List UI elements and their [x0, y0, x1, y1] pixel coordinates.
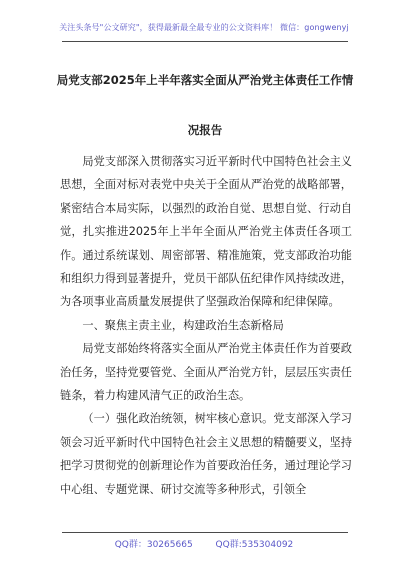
- header-notice: 关注头条号"公文研究"，获得最新最全最专业的公文资料库！ 微信：gongwenyj: [59, 23, 349, 32]
- document-title-line-2: 况报告: [187, 123, 223, 137]
- footer-qq-group-2: QQ群:535304092: [215, 540, 294, 550]
- header-divider: [62, 41, 348, 42]
- document-title-line-1: 局党支部2025年上半年落实全面从严治党主体责任工作情: [56, 73, 354, 87]
- paragraph-section-1: 局党支部始终将落实全面从严治党主体责任作为首要政治任务，坚持党要管党、全面从严治党方针，层层压实责任链条，着力构建风清气正的政治生态。: [60, 342, 352, 403]
- document-body: [60, 150, 352, 501]
- paragraph-intro: 局党支部深入贯彻落实习近平新时代中国特色社会主义思想，全面对标对表党中央关于全面从严治党的战略部署，紧密结合本局实际，以强烈的政治自觉、思想自觉、行动自觉，扎实推进2025年上半年全面从严治党主体责任各项工作。通过系统谋划、周密部署、精准施策，党支部政治功能和组织力得到显著提升，党员干部队伍纪律作风持续改进，为各项事业高质量发展提供了坚强政治保障和纪律保障。: [60, 155, 352, 309]
- paragraph-subsection-1: （一）强化政治统领，树牢核心意识。党支部深入学习领会习近平新时代中国特色社会主义思想的精髓要义，坚持把学习贯彻党的创新理论作为首要政治任务，通过理论学习中心组、专题党课、研讨交流等多种形式，引领全: [60, 412, 352, 496]
- footer: [0, 537, 408, 550]
- section-heading-1: 一、聚焦主责主业，构建政治生态新格局: [82, 318, 284, 332]
- footer-qq-group-1: QQ群：30265665: [114, 540, 193, 550]
- footer-divider: [62, 532, 348, 533]
